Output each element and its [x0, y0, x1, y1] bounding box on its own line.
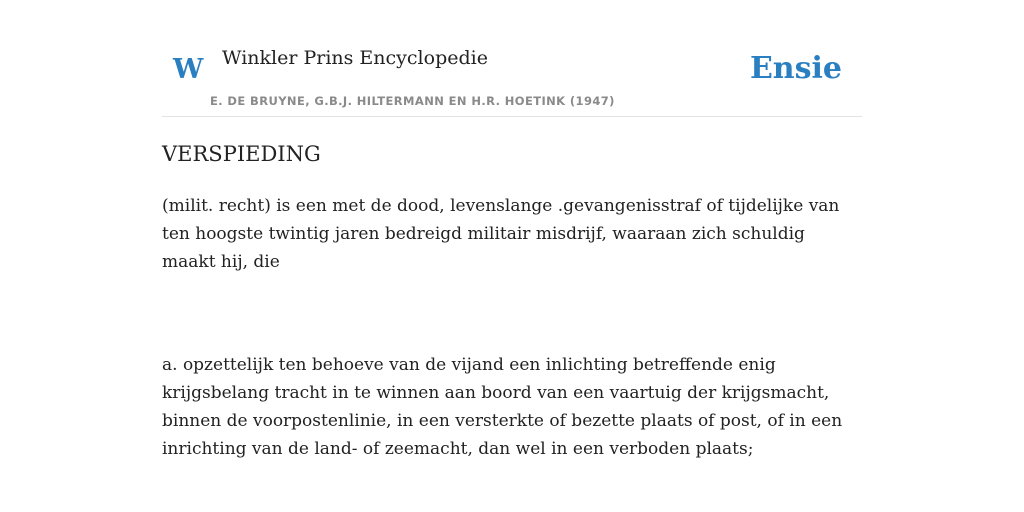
entry-title: VERSPIEDING: [162, 142, 321, 166]
entry-paragraph: a. opzettelijk ten behoeve van de vijand een inlichting betreffende enig krijgsbelang tracht in te winnen aan boord van een vaartuig der krijgsmacht, binnen de voorpostenlinie, in een versterkte of bezette plaats of post, of in een inrichting van de land- of zeemacht, dan wel in een verboden plaats;: [162, 355, 843, 459]
encyclopedia-logo[interactable]: W: [173, 54, 204, 85]
entry-paragraph: (milit. recht) is een met de dood, levenslange .gevangenisstraf of tijdelijke van ten hoogste twintig jaren bedreigd militair misdrijf, waaraan zich schuldig maakt hij, die: [162, 196, 840, 272]
ensie-brand-link[interactable]: Ensie: [749, 51, 842, 86]
site-header: [162, 0, 862, 117]
encyclopedia-title[interactable]: Winkler Prins Encyclopedie: [222, 47, 488, 69]
encyclopedia-authors: E. DE BRUYNE, G.B.J. HILTERMANN EN H.R. HOETINK (1947): [210, 94, 615, 108]
